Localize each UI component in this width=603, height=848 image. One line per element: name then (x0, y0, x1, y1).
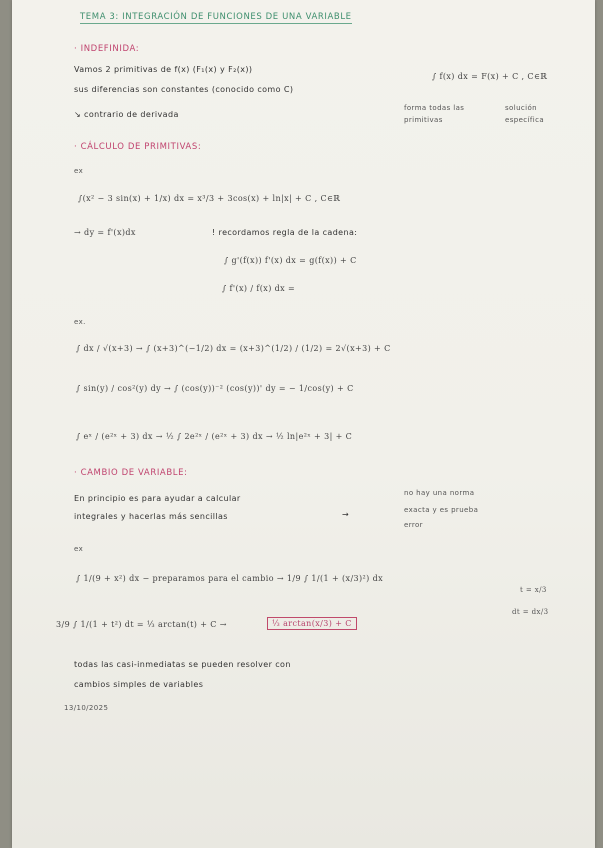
side-note: error (404, 521, 423, 529)
boxed-result: ⅓ arctan(x/3) + C (267, 617, 357, 630)
page-title: TEMA 3: INTEGRACIÓN DE FUNCIONES DE UNA VARIABLE (80, 12, 352, 22)
example-label: ex (74, 167, 84, 175)
note-left: forma todas las primitivas (404, 104, 465, 124)
example-label: ex. (74, 318, 86, 326)
text-line: ↘ contrario de derivada (74, 110, 179, 119)
equation: ∫ eˣ / (e²ˣ + 3) dx → ½ ∫ 2e²ˣ / (e²ˣ + 3) dx → ½ ln|e²ˣ + 3| + C (76, 432, 353, 441)
rule-label: ! recordamos regla de la cadena: (212, 228, 358, 237)
primitive-formula: ∫ f(x) dx = F(x) + C , C∈ℝ (432, 72, 548, 81)
equation: ∫ f'(x) / f(x) dx = (222, 284, 296, 293)
text-line: todas las casi-inmediatas se pueden resolver con (74, 660, 291, 669)
example-label: ex (74, 545, 84, 553)
section-heading-calculo: · CÁLCULO DE PRIMITIVAS: (74, 142, 202, 152)
text-line: En principio es para ayudar a calcular (74, 494, 241, 503)
equation: 3/9 ∫ 1/(1 + t²) dt = ⅓ arctan(t) + C → (56, 620, 227, 629)
notebook-page (12, 0, 595, 848)
note-right: solución específica (505, 104, 545, 124)
text-line: cambios simples de variables (74, 680, 204, 689)
text-line: sus diferencias son constantes (conocido como C) (74, 85, 294, 94)
substitution: dt = dx/3 (512, 608, 549, 616)
text-line: Vamos 2 primitivas de f(x) (F₁(x) y F₂(x)) (74, 65, 253, 74)
section-heading-indefinida: · INDEFINIDA: (74, 44, 140, 54)
date: 13/10/2025 (64, 704, 109, 712)
equation: ∫ g'(f(x)) f'(x) dx = g(f(x)) + C (224, 256, 357, 265)
equation: ∫(x² − 3 sin(x) + 1/x) dx = x³/3 + 3cos(x) + ln|x| + C , C∈ℝ (78, 194, 341, 203)
equation: ∫ dx / √(x+3) → ∫ (x+3)^(−1/2) dx = (x+3)^(1/2) / (1/2) = 2√(x+3) + C (76, 344, 391, 353)
section-heading-cambio: · CAMBIO DE VARIABLE: (74, 468, 188, 478)
equation: → dy = f'(x)dx (74, 228, 136, 237)
arrow-icon: → (342, 510, 350, 519)
equation: ∫ 1/(9 + x²) dx − preparamos para el cambio → 1/9 ∫ 1/(1 + (x/3)²) dx (76, 574, 384, 583)
text-line: integrales y hacerlas más sencillas (74, 512, 228, 521)
side-note: exacta y es prueba (404, 506, 479, 514)
equation: ∫ sin(y) / cos²(y) dy → ∫ (cos(y))⁻² (cos(y))' dy = − 1/cos(y) + C (76, 384, 354, 393)
side-note: no hay una norma (404, 489, 475, 497)
substitution: t = x/3 (520, 586, 547, 594)
